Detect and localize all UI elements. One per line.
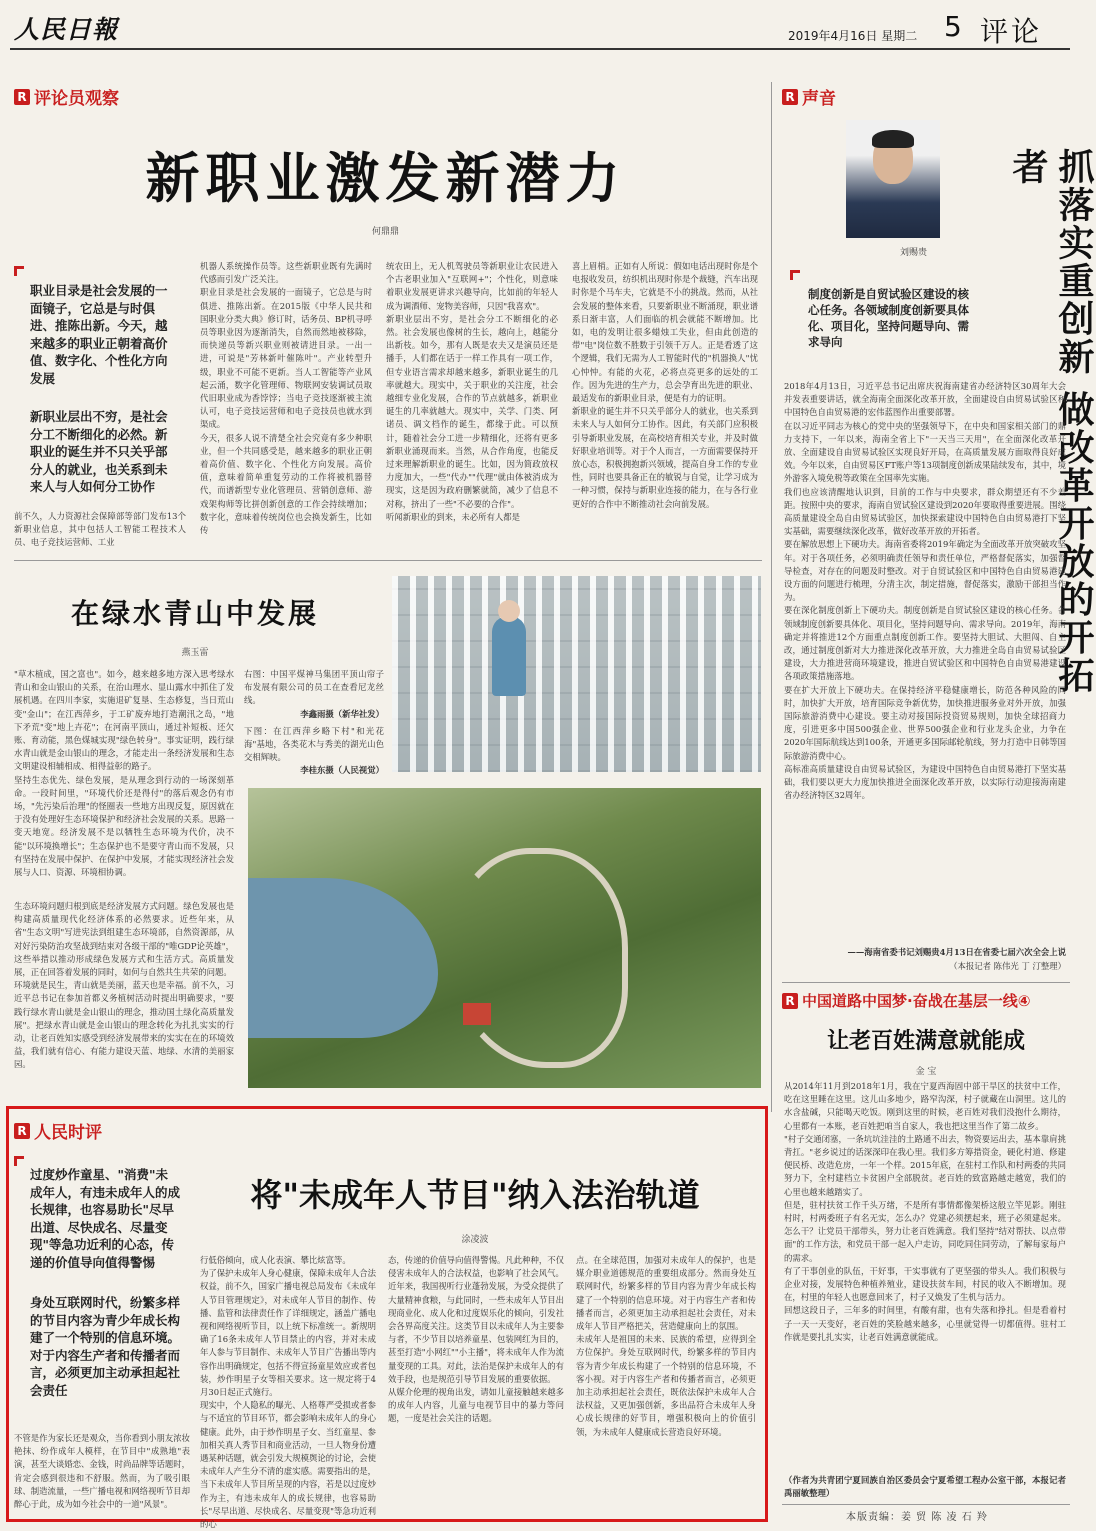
worker-figure <box>492 616 526 696</box>
article3-col1: 不管是作为家长还是观众，当你看到小朋友浓妆艳抹、纷作成年人模样，在节目中"成熟地"表演，甚至大谈婚恋、金钱，时尚品牌等话题时，肯定会感到很违和不舒服。然而，为了吸引眼球、制造流量，一些广播电视和网络视听节目却醉心于此，成为如今社会中的一道"风景"。 <box>14 1433 190 1510</box>
section-label-text: 评论员观察 <box>34 89 119 109</box>
column-divider <box>771 82 772 1112</box>
side2-title: 让老百姓满意就能成 <box>826 1029 1025 1054</box>
side2-author: 金 宝 <box>915 1067 937 1077</box>
masthead-divider <box>10 48 1070 50</box>
article3-col3: 态，传递的价值导向值得警惕。凡此种种，不仅侵害未成年人的合法权益，也影响了社会风气。 近年来，我国视听行业蓬勃发展，为受众提供了大量精神食粮，与此同时，一些未成年人节目出现商业化、成人化和过度娱乐化的倾向，引发社会各界高度关注。这类节目以未成年人为主要参与者，不少节目以培养童星、包装网红为目的，甚至打造"小网红""小主播"，将未成年人作为流量变现的工具。对此，法治是保护未成年人的有效手段，也是规范引导节目发展的重要依据。 从媒介伦理的视角出发，请如儿童接触越来越多的成年人内容，儿童与电视节目中的暴力等问题，一度是社会关注的话题。 <box>388 1255 564 1424</box>
section-label-china-dream <box>782 990 1030 1011</box>
section-label-text: 声音 <box>802 89 836 109</box>
portrait-photo <box>846 120 940 238</box>
side1-lead-box <box>790 270 970 370</box>
article3-title: 将"未成年人节目"纳入法治轨道 <box>250 1176 700 1214</box>
r-logo-icon: R <box>782 993 798 1009</box>
article3-lead2: 身处互联网时代，纷繁多样的节目内容为青少年成长构建了一个特别的信息环境。对于内容生产者和传播者而言，必须更加主动承担起社会责任 <box>30 1295 181 1398</box>
section-label-commentator <box>14 84 119 109</box>
path-shape <box>448 848 628 1068</box>
side1-lead: 制度创新是自贸试验区建设的核心任务。各领域制度创新要具体化、项目化，坚持问题导向、需求导向 <box>808 287 969 349</box>
section-label-voice <box>782 84 836 109</box>
article3-lead-box <box>14 1156 182 1416</box>
portrait-hair <box>872 130 914 148</box>
lead-corner-mark <box>790 270 800 280</box>
side2-body: 从2014年11月到2018年1月，我在宁夏西海固中部干旱区的扶贫中工作，吃在这里睡在这里。这儿山多地少，路窄沟深，村子就藏在山洞里。这儿的水含盐碱，只能喝天吃饭。刚到这里的时候，老百姓对我们没抱什么期待，心里都有一本账，老百姓把咱当自家人，我也把这里当作了第二故乡。 "村子交通闭塞，一条坑坑洼洼的土路通不出去，物资要运出去，基本靠肩挑背扛。"老乡说过的话深深印在我心里。我们多方筹措资金，硬化村道、修建便民桥、改造危房，一年一个样。2015年底，在驻村工作队和村两委的共同努力下，全村建档立卡贫困户全部脱贫。老百姓的致富路越走越宽，我们的心里也越来越踏实了。 但是，驻村扶贫工作千头万绪，不是所有事情都像架桥这般立竿见影。刚驻村时，村两委班子有名无实，怎么办？党建必须摆起来，班子必须建起来。怎么干？让党员干部带头，努力让老百姓满意。我们坚持"结对帮扶、以点带面"的工作方法，和党员干部一起入户走访，同吃同住同劳动，了解每家每户的需求。 有了干事创业的队伍，干好事，干实事就有了更坚强的带头人。我们积极与企业对接，发展特色种植养殖业，建设扶贫车间，村民的收入不断增加。现在，村里的年轻人也愿意回来了，村子又焕发了生机与活力。 回想这段日子，三年多的时间里，有酸有甜，也有失落和挣扎。但是看着村子一天一天变好，老百姓的笑脸越来越多，心里就觉得一切都值得。驻村工作就是要扎扎实实，让老百姓满意就能成。 <box>784 1081 1066 1342</box>
caption1-text: 右图：中国平煤神马集团平顶山帘子布发展有限公司的员工在查看尼龙丝线。 <box>244 669 384 706</box>
newspaper-logo: 人民日報 <box>14 15 119 44</box>
article1-col3: 统农田上，无人机驾驶员等新职业让农民进入个古老职业加入"互联网+"；个性化，则意味着职业发展更讲求兴趣导向，比如前的年轻人成为调酒师、宠物美容师，只因"我喜欢"。 新职业层出不穷，是社会分工不断细化的必然。社会发展也像树的生长，越向上，越能分出新枝。如今，那有人既是农夫又是演员还是播手，人们都在话于一样工作具有一项工作，但专业语言需求却越来越多，新职业诞生的几率就越大。现实中，关于职业的关注度，社会越细专业化发展，合作的节点就越多，新职业诞生的几率就越大。现实中，关学、门类、阿诺员、调文档作的诞生，都缘于此。可以预计，随着社会分工进一步精细化，还将有更多新职业涌现而来。当然，从合作角度，也能反过来理解新职业的诞生。比如，因为简政放权力度加大，一些"代办""代理"就由体被消成为现实，这是因为政府删繁就简，减少了信息不对称，挤出了一些"不必要的合作"。 听闻新职业的到来，未必所有人都是 <box>386 261 558 522</box>
r-logo-icon: R <box>14 1123 30 1139</box>
caption-right <box>244 668 384 778</box>
factory-photo <box>392 576 761 772</box>
landscape-photo <box>248 788 761 1088</box>
article2-title: 在绿水青山中发展 <box>70 597 319 630</box>
article1-col2: 机器人系统操作员等。这些新职业既有先满时代感而引发广泛关注。 职业目录是社会发展的一面镜子，它总是与时俱进、推陈出新。在2015版《中华人民共和国职业分类大典》修订时，话务员、BP机寻呼员等职业因为逐渐消失，自然而然地被移除，而快递员等新兴职业则被请进目录。一出一进，可说是"芳林新叶催陈叶"。产业转型升级，职业不可能不更新。当人工智能等产业风起云涌，数字化管理师、物联网安装调试员取代旧职业成为香饽饽；当电子竞技逐渐被主流认可，电子竞技运营师和电子竞技员也就水到渠成。 今天，很多人说不清楚全社会究竟有多少种职业，但一个共同感受是，越来越多的职业正朝着高价值、数字化、个性化方向发展。高价值，意味着简单重复劳动的工作将被机器替代，而谱新型专业化管理员、营销创意师、游戏架构师等比拼创新创意的工作会持续增加；数字化，意味着传统岗位也会换发新生，比如传 <box>200 261 372 536</box>
lead-corner-mark <box>14 1156 24 1166</box>
r-logo-icon: R <box>14 89 30 105</box>
article1-author: 何鼎鼎 <box>371 227 399 237</box>
section-label-text: 人民时评 <box>34 1123 102 1143</box>
section-label-text: 中国道路中国梦·奋战在基层一线④ <box>802 992 1031 1010</box>
article2-col1b: 生态环境问题归根到底是经济发展方式问题。绿色发展也是构建高质量现代化经济体系的必然要求。近些年来，从省"生态文明"写进宪法到组建生态环境部，自然资源部，从对好污染防治攻坚战到结束对各级干部的"唯GDP论英雄"，这些举措以推动形成绿色发展方式和生活方式。高质量发展，正在回答着发展的同时，如何与自然共生共荣的问题。 环境就是民生，青山就是美丽，蓝天也是幸福。前不久，习近平总书记在参加首都义务植树活动时提出明确要求，"要践行绿水青山就是金山银山的理念，推动国土绿化高质量发展"。把绿水青山就是金山银山的理念转化为扎扎实实的行动，让老百姓知实感受到经济发展带来的实实在在的环境效益，我们就有信心、有能力建设天蓝、地绿、水清的美丽家园。 <box>14 901 234 1070</box>
article2-author: 燕玉雷 <box>181 648 209 658</box>
masthead <box>0 0 1080 52</box>
sidebar-divider <box>782 982 1070 983</box>
worker-head <box>498 600 520 622</box>
r-logo-icon: R <box>782 89 798 105</box>
spool-rack <box>392 576 761 772</box>
caption1-credit: 李鑫雨摄（新华社发） <box>300 708 384 719</box>
pavilion-shape <box>463 1003 491 1025</box>
article3-author: 涂凌波 <box>461 1235 489 1245</box>
footer-editors: 本版责编：姜 贸 陈 凌 石 羚 <box>846 1512 988 1523</box>
caption2-credit: 李桂东摄（人民视觉） <box>300 765 384 776</box>
section-label-people-review <box>14 1118 102 1143</box>
side1-reporter: （本报记者 陈伟光 丁 汀整理） <box>949 961 1066 971</box>
article1-title: 新职业激发新潜力 <box>145 147 626 210</box>
date-text: 2019年4月16日 <box>788 29 878 43</box>
weekday-text: 星期二 <box>881 29 918 43</box>
lead-corner-mark <box>14 266 24 276</box>
side1-vertical-title: 抓落实重创新 做改革开放的开拓者 <box>1007 148 1094 695</box>
article1-lead-box <box>14 266 172 496</box>
article3-col2: 行低俗倾向，成人化表演、攀比炫富等。 为了保护未成年人身心健康，保障未成年人合法权益，前不久，国家广播电视总局发布《未成年人节目管理规定》，对未成年人节目的制作、传播、监管和法律责任作了详细规定，涵盖广播电视和网络视听节目，以上统下标准统一。新规明确了16条未成年人节目禁止的内容，并对未成年人参与节目制作、未成年人节目广告播出等内容作出明确规定，包括不得宣扬童星效应或者包装，炒作明星子女等相关要求。这一规定将于4月30日起正式施行。 现实中，个人隐私的曝光、人格尊严受损或者参与不适宜的节目环节，都会影响未成年人的身心健康。此外，由于炒作明星子女、当红童星、参加相关真人秀节目和商业活动，一旦人物身份遭遇某种话题，就会引发大规模舆论的讨论，会使未成年人产生分不清的虚实感。需要指出的是，当下未成年人节目所呈现的内容，若是以过度炒作为主，有违未成年人的成长规律，也容易助长"尽早出道、尽快成名、尽量变现"等急功近利的心 <box>200 1255 376 1530</box>
side1-byline: ——海南省委书记刘赐贵4月13日在省委七届六次全会上说 <box>847 947 1066 957</box>
side2-byline: （作者为共青团宁夏回族自治区委员会宁夏希望工程办公室干部，本报记者禹丽敏整理） <box>784 1475 1066 1499</box>
page-number: 5 <box>944 10 962 43</box>
portrait-caption: 刘赐贵 <box>900 248 928 258</box>
article1-bottom-rule <box>14 560 762 561</box>
article1-lead1: 职业目录是社会发展的一面镜子，它总是与时俱进、推陈出新。今天，越来越多的职业正朝着高价值、数字化、个性化方向发展 <box>30 283 168 386</box>
article3-col4: 点。在全球范围，加强对未成年人的保护，也是媒介职业道德规范的重要组成部分。然而身处互联网时代，纷繁多样的节目内容为青少年成长构建了一个特别的信息环境。对于内容生产者和传播者而言，必须更加主动承担起社会责任，对未成年人节目严格把关，营造健康向上的氛围。 未成年人是祖国的未来、民族的希望，应得到全方位保护。身处互联网时代，纷繁多样的节目内容为青少年成长构建了一个特别的信息环境，不客小视。对于内容生产者和传播者而言，必须更加主动承担起社会责任，既依法保护未成年人合法权益，又更加强创新，多出品符合未成年人身心成长规律的好节目，增强积极向上的价值引领，为未成年人健康成长营造良好环境。 <box>576 1255 756 1437</box>
article1-col4: 喜上眉梢。正如有人所说：假如电话出现时你是个电报收发员，纺织机出现时你是个裁缝，汽车出现时你是个马车夫，它就是不小的挑战。然而，从社会发展的整体来看，只要新职业不断涌现，职业谱系日渐丰富，人们面临的机会就能不断增加。比如，电的发明让很多蜡烛工失业，但由此创造的带"电"岗位数不胜数于引领千万人。正是看透了这个逻辑，我们无需为人工智能时代的"机器换人"忧心忡忡。有能的火花，必将点亮更多的远处的工作。因为先进的生产力，总会孕育出先进的职业、最适发布的新职业目录，便是有力的证明。 新职业的诞生并不只关乎部分人的就业，也关系到未来人与人如何分工协作。因此，有关部门应积极引导新职业发展，在高校培育相关专业，并及时做好职业培训等。对于个人而言，一方面需要保持开放心态，积极拥抱新兴领域，提高自身工作的专业性，同时也要具备正在的敏锐与自觉，让学习成为一种习惯，保持与新职业连接的能力，在与各行业更好的合作中不断推动社会向前发展。 <box>572 261 758 509</box>
lake-shape <box>248 878 438 1038</box>
issue-date <box>788 27 917 44</box>
article3-lead1: 过度炒作童星、"消费"未成年人，有违未成年人的成长规律，也容易助长"尽早出道、尽快成名、尽量变现"等急功近利的心态，传递的价值导向值得警惕 <box>30 1167 181 1270</box>
section-name: 评论 <box>980 15 1043 48</box>
footer-divider <box>782 1504 1070 1505</box>
article1-lead2: 新职业层出不穷，是社会分工不断细化的必然。新职业的诞生并不只关乎部分人的就业，也关系到未来人与人如何分工协作 <box>30 409 168 494</box>
caption2-text: 下图：在江西萍乡略下村"和光花海"基地，各类花木与秀美的湖光山色交相辉映。 <box>244 725 384 763</box>
side1-body: 2018年4月13日，习近平总书记出席庆祝海南建省办经济特区30周年大会并发表重要讲话，就全海南全面深化改革开放，全面建设自由贸易试验区和中国特色自由贸易港的宏伟蓝图作出重要部署。 在以习近平同志为核心的党中央的坚强领导下，在中央和国家相关部门的鼎力支持下，一年以来，海南全省上下"一天当三天用"，在全面深化改革开放、全面建设自由贸易试验区实现良好开局，在高质量发展方面取得良好成效。今年以来，自由贸易区FT账户等13项制度创新成果陆续发布，其中，境外游客入境免税等政策在全国率先实施。 我们也应该清醒地认识到，目前的工作与中央要求，群众期望还有不少差距。按照中央的要求，海南自贸试验区建设到2020年要取得重要进展。围绕高质量建设全岛自由贸易试验区，加快探索建设中国特色自由贸易港打下坚实基础，需要继续深化改革，做好改革开放的开拓者。 要在解放思想上下硬功夫。海南省委将2019年确定为全面改革开放突破攻坚年。对于各项任务，必须明确责任领导和责任单位，严格督促落实，加强督导检查，对存在的问题及时整改。对于自贸试验区和中国特色自由贸易港建设方面的问题进行梳理，分清主次，制定措施，督促落实，激励干部担当作为。 要在深化制度创新上下硬功夫。制度创新是自贸试验区建设的核心任务。各领域制度创新要具体化、项目化，坚持问题导向、需求导向。2019年，海南确定并将推进12个方面重点制度创新工作。要坚持大胆试、大胆闯、自主改，通过制度创新对大力推进深化改革开放，大力推进全岛自由贸易试验区建设，大力推进营商环境建设，推进自贸试验区和中国特色自由贸易港建设各项政策措施落地。 要在扩大开放上下硬功夫。在保持经济平稳健康增长，防范各种风险的同时，加快扩大开放，培育国际竞争新优势，加快推进服务业对外开放，加强国际旅游消费中心建设。要主动对接国际投资贸易规则，加快全球招商力度，引进更多中国500强企业、世界500强企业和行业龙头企业，力争在2020年国际航线达到100条，开通更多国际邮轮航线，努力打造中日韩等国际旅游消费中心。 高标准高质量建设自由贸易试验区，为建设中国特色自由贸易港打下坚实基础，我们要以更大力度加快推进全面深化改革开放，以实际行动迎接海南建省办经济特区32周年。 <box>784 381 1066 801</box>
article2-col1: "草木植成，国之富也"。如今，越来越多地方深入思考绿水青山和金山银山的关系，在治山理水、显山露水中抓住了发展机遇。在四川李家，实施退矿复垦、生态修复，当日荒山变"金山"；在江西萍乡，于工矿废弃地打造潮汛之岛，"地下矛荒"变"地上卉花"；在河南平顶山，通过补短板、还欠账、育动能，黑色煤城实现"绿色转身"。事实证明，践行绿水青山就是金山银山的理念，才能走出一条经济发展和生态文明建设相辅相成、相得益彰的路子。 坚持生态优先、绿色发展，是从理念到行动的一场深刻革命。一段时间里，"环境代价还是得付"的落后观念仍有市场，"先污染后治理"的怪圈表一些地方出现反复，原因就在于没有处理好生态环境保护和经济社会发展的关系。思路一变天地宽。经济发展不是以牺牲生态环境为代价，决不能"以环境换增长"；生态保护也不是要守青山而不发展，只有坚持在发展中保护、在保护中发展，才能实现经济社会发展与人口、资源、环境相协调。 <box>14 669 234 878</box>
article1-col1: 前不久，人力资源社会保障部等部门发布13个新职业信息，其中包括人工智能工程技术人员、电子竞技运营师、工业 <box>14 511 186 548</box>
